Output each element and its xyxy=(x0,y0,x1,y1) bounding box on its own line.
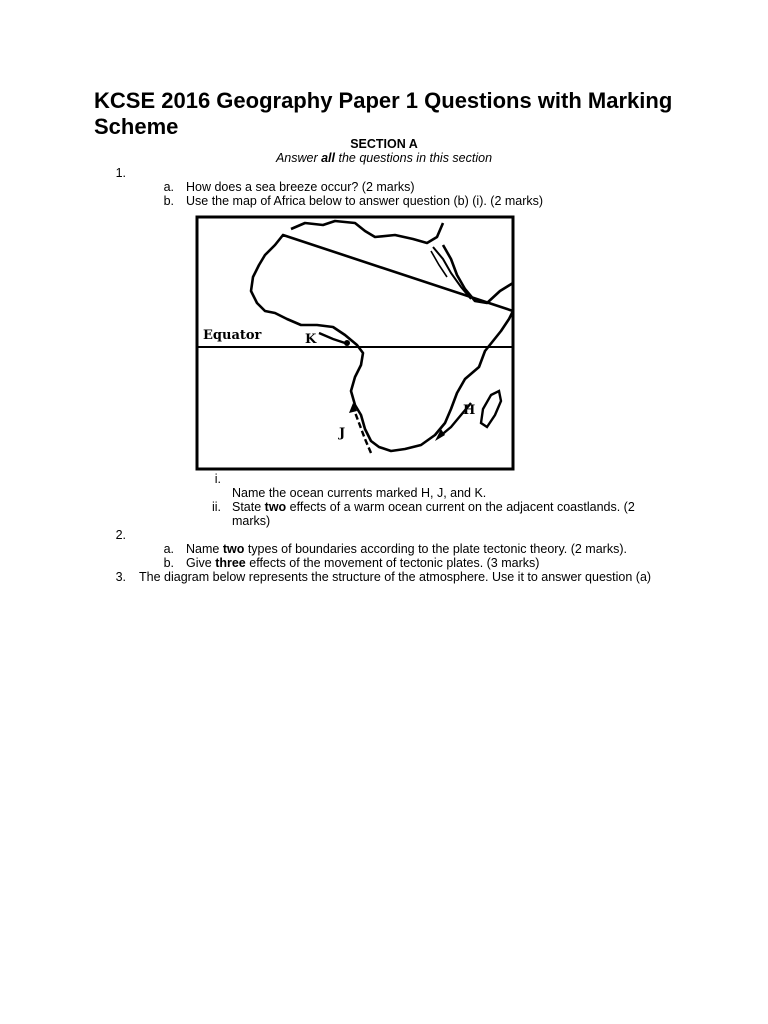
equator-label: Equator xyxy=(203,328,262,343)
africa-map-figure xyxy=(195,215,515,471)
question-2-number: 2. xyxy=(115,528,126,542)
current-arrow-k xyxy=(319,333,345,343)
question-1b-i-text: Name the ocean currents marked H, J, and K. xyxy=(232,486,487,500)
question-1-number: 1. xyxy=(115,166,126,180)
question-3-number: 3. xyxy=(115,570,126,584)
map-label-j: J xyxy=(339,426,346,441)
question-1a-text: How does a sea breeze occur? (2 marks) xyxy=(186,180,415,194)
section-title: SECTION A xyxy=(350,137,418,151)
question-3-text: The diagram below represents the structure of the atmosphere. Use it to answer question (a) xyxy=(139,570,652,584)
africa-map xyxy=(195,215,515,471)
map-label-k: K xyxy=(305,332,317,347)
question-1b-ii-continuation: marks) xyxy=(232,514,271,528)
current-dot-k xyxy=(344,340,350,346)
question-1b-ii-text: State two effects of a warm ocean current on the adjacent coastlands. (2 xyxy=(232,500,635,514)
question-1b-ii-marker: ii. xyxy=(211,500,221,514)
question-2a-marker: a. xyxy=(163,542,174,556)
question-2b-text: Give three effects of the movement of tectonic plates. (3 marks) xyxy=(186,556,540,570)
current-arrow-j xyxy=(353,407,371,453)
question-1b-marker: b. xyxy=(163,194,174,208)
document-title: KCSE 2016 Geography Paper 1 Questions with Marking Scheme xyxy=(94,88,673,139)
question-1b-text: Use the map of Africa below to answer question (b) (i). (2 marks) xyxy=(186,194,544,208)
question-2b-marker: b. xyxy=(163,556,174,570)
question-1a-marker: a. xyxy=(163,180,174,194)
question-2a-text: Name two types of boundaries according to the plate tectonic theory. (2 marks). xyxy=(186,542,627,556)
question-1b-i-marker: i. xyxy=(214,472,221,486)
map-label-h: H xyxy=(463,403,476,418)
madagascar xyxy=(481,391,501,427)
section-instruction: Answer all the questions in this section xyxy=(275,151,493,165)
